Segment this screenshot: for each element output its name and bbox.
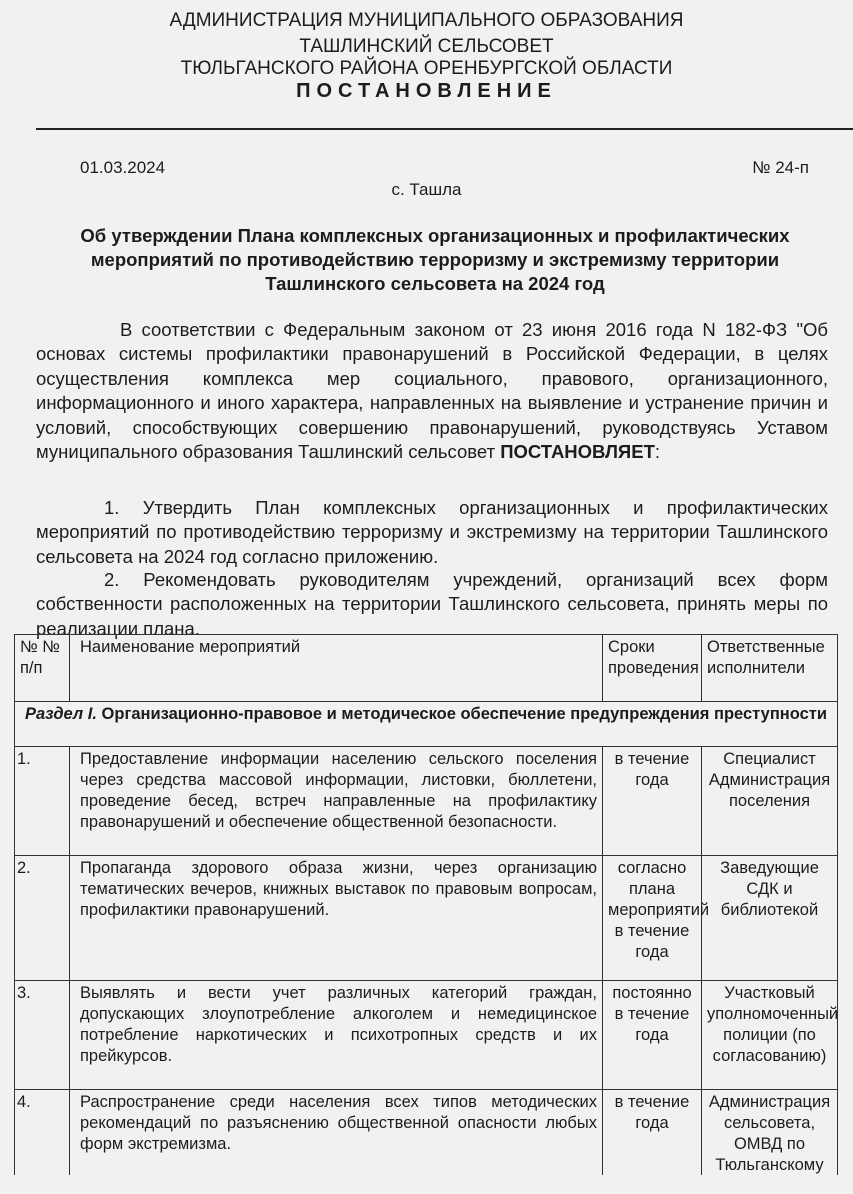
row-num: 2. (15, 856, 70, 981)
row-num: 1. (15, 747, 70, 856)
row-exec: Специалист Администрация поселения (702, 747, 838, 856)
preamble-colon: : (654, 441, 661, 463)
row-name: Предоставление информации населению сельского поселения через средства массовой информации, листовки, бюллетени, проведение бесед, встреч направленные на профилактику правонарушений и обеспечение общественной безопасности. (70, 747, 603, 856)
page-cutoff (0, 1175, 853, 1194)
header-org-line-1: АДМИНИСТРАЦИЯ МУНИЦИПАЛЬНОГО ОБРАЗОВАНИЯ (169, 10, 684, 31)
row-exec: Администрация сельсовета, ОМВД по Тюльганскому (702, 1090, 838, 1187)
table-row (15, 747, 838, 856)
section-label: Раздел I. (24, 705, 97, 723)
row-name: Распространение среди населения всех типов методических рекомендаций по разъяснению общественной опасности любых форм экстремизма. (70, 1090, 603, 1187)
table-row (15, 856, 838, 981)
header-num: № № п/п (15, 635, 70, 702)
preamble-keyword: ПОСТАНОВЛЯЕТ (500, 441, 655, 463)
table-row (15, 1090, 838, 1187)
table-row (15, 981, 838, 1090)
header-divider (36, 128, 853, 130)
row-term: постоянно в течение года (603, 981, 702, 1090)
document-type-title: ПОСТАНОВЛЕНИЕ (296, 80, 557, 102)
preamble-paragraph (36, 318, 828, 464)
section-title: Организационно-правовое и методическое обеспечение предупреждения преступности (101, 705, 828, 723)
section-heading (15, 702, 838, 747)
row-num: 3. (15, 981, 70, 1090)
section-row (15, 702, 838, 747)
header-exec: Ответственные исполнители (702, 635, 838, 702)
preamble-text: В соответствии с Федеральным законом от 23 июня 2016 года N 182-ФЗ "Об основах системы профилактики правонарушений в Российской Федерации, в целях осуществления комплекса мер социального, правового, организационного, информационного и иного характера, направленных на выявление и устранение причин и условий, способствующих совершению правонарушений, руководствуясь Уставом муниципального образования Ташлинский сельсовет (36, 319, 828, 463)
plan-table (14, 634, 838, 1187)
row-term: в течение года (603, 747, 702, 856)
document-subject: Об утверждении Плана комплексных организационных и профилактических мероприятий по противодействию терроризму и экстремизму территории Ташлинского сельсовета на 2024 год (80, 225, 790, 294)
row-num: 4. (15, 1090, 70, 1187)
row-name: Выявлять и вести учет различных категорий граждан, допускающих злоупотребление алкоголем и немедицинское потребление наркотических и психотропных средств и их прейкурсов. (70, 981, 603, 1090)
resolution-point-2: 2. Рекомендовать руководителям учреждений, организаций всех форм собственности расположенных на территории Ташлинского сельсовета, принять меры по реализации плана. (36, 569, 828, 639)
document-number: № 24-п (752, 158, 809, 177)
header-name: Наименование мероприятий (70, 635, 603, 702)
row-exec: Участковый уполномоченный полиции (по согласованию) (702, 981, 838, 1090)
resolution-point-1: 1. Утвердить План комплексных организационных и профилактических мероприятий по противодействию терроризму и экстремизму на территории Ташлинского сельсовета на 2024 год согласно приложению. (36, 497, 828, 567)
table-header-row (15, 635, 838, 702)
header-org-line-2: ТАШЛИНСКИЙ СЕЛЬСОВЕТ (299, 36, 554, 57)
document-place: с. Ташла (391, 180, 462, 199)
row-exec: Заведующие СДК и библиотекой (702, 856, 838, 981)
row-name: Пропаганда здорового образа жизни, через организацию тематических вечеров, книжных выставок по правовым вопросам, профилактики правонарушений. (70, 856, 603, 981)
document-date: 01.03.2024 (80, 158, 166, 177)
row-term: согласно плана мероприятий в течение года (603, 856, 702, 981)
header-term: Сроки проведения (603, 635, 702, 702)
row-term: в течение года (603, 1090, 702, 1187)
header-org-line-3: ТЮЛЬГАНСКОГО РАЙОНА ОРЕНБУРГСКОЙ ОБЛАСТИ (180, 58, 673, 79)
